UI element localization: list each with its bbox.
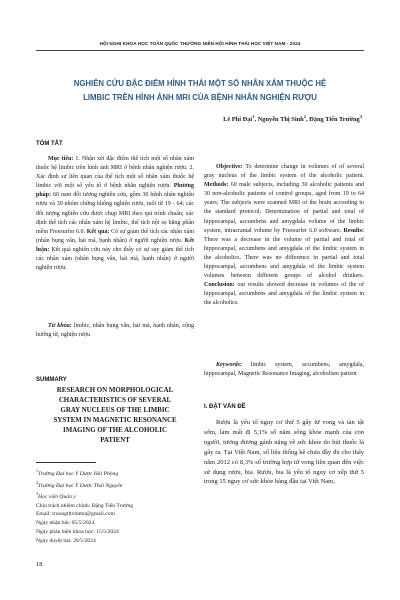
text: Kết quả nghiên cứu này cho thấy có sự suy giảm thể tích các nhân xám (nhân bụng vân, hải mã, hạnh nhân) ở người nghiện rượu. xyxy=(36,246,194,272)
email: Email: truongtltvmmu@gmail.com xyxy=(36,511,115,518)
text: limbic, nhân bụng vân, hải mã, hạnh nhân, cộng hưởng từ, nghiện rượu xyxy=(36,323,194,339)
abstract-en-body xyxy=(204,163,364,309)
affiliation-mark: 2 xyxy=(36,479,38,485)
text: 1. Nhận xét đặc điểm thể tích một số nhân xám thuộc hệ limbic trên hình ảnh MRI ở bệnh nhân nghiện rượu. 2. Xác định sự liên quan của thể tích một số nhân xám thuộc hệ limbic với một số yếu tố ở bệnh nhân nghiện rượu. xyxy=(36,156,195,190)
received-date: Ngày nhận bài: 05/5/2024 xyxy=(36,520,95,527)
corresponding-author: Chịu trách nhiệm chính: Đặng Tiến Trường xyxy=(36,502,134,509)
footnote-rule xyxy=(36,462,96,463)
author-affiliation-mark: 2 xyxy=(303,114,306,119)
affiliation-line xyxy=(36,479,196,491)
summary-heading: SUMMARY xyxy=(36,377,67,383)
label: Results: xyxy=(341,227,364,234)
paper-title xyxy=(40,77,360,105)
text: Có sự giảm thể tích các nhân xám (nhân bụng vân, hải mã, hạnh nhân) ở người nghiện rượu. xyxy=(36,228,194,244)
label: Từ khóa: xyxy=(48,323,72,329)
label: Kết luận: xyxy=(36,237,195,253)
label: Keywords: xyxy=(216,362,242,368)
abstract-vi-heading: TÓM TẮT xyxy=(36,141,63,147)
label: Conclusion: xyxy=(204,282,235,289)
affiliation-line xyxy=(36,467,196,479)
title-line: LIMBIC TRÊN HÌNH ẢNH MRI CỦA BỆNH NHÂN NGHIỆN RƯỢU xyxy=(83,93,317,102)
author-list: Lê Phi Đại$^1$, Nguyễn Thị Sinh$^2$, Đặng Tiến Trường$^3$ xyxy=(223,114,362,124)
author-affiliation-mark: 3 xyxy=(359,114,362,119)
paragraph: Rượu là yếu tố nguy cơ thứ 5 gây tử vong và tàn tật sớm, làm mất đi 5,1% số năm sống khỏe mạnh của con người, tương đương gánh nặng về sức khỏe do hút thuốc lá gây ra. Tại Việt Nam, số liệu thống kê chưa đầy đủ cho thấy năm 2012 có 8,3% số trường hợp tử vong liên quan đến việc sử dụng rượu, bia. Rượu, bia là yếu tố nguy cơ xếp thứ 5 trong 15 nguy cơ sức khỏe hàng đầu tại Việt Nam, xyxy=(204,419,364,486)
abstract-vi xyxy=(36,155,194,273)
english-title-line: GRAY NUCLEUS OF THE LIMBIC xyxy=(60,407,170,414)
text: 60 male subjects, including 30 alcoholic patients and 30 non-alcoholic patients of control groups, aged from 19 to 64 years; The subjects were scanned MRI of the brain according to the standard protocol; Determination of partial and total of hippocampal, accumbens and amygdala volume of the limbic system, intracranial volume by Freesurfer 6.0 software. xyxy=(204,182,364,234)
english-title-line: IMAGING OF THE ALCOHOLIC xyxy=(63,427,167,434)
abstract-en xyxy=(204,163,364,309)
english-title-line: RESEARCH ON MORPHOLOGICAL xyxy=(56,387,174,394)
affiliation-text: Học viện Quân y xyxy=(38,493,76,500)
affiliation-line xyxy=(36,490,196,502)
keywords-vi xyxy=(36,322,194,340)
label: Kết quả: xyxy=(85,228,110,235)
affiliation-text: Trường Đại học Y Dược Hải Phòng xyxy=(38,470,119,477)
abstract-vi-body xyxy=(36,155,194,273)
label: Mục tiêu: xyxy=(48,156,74,162)
text: There was a decrease in the volume of partial and total of hippocampal, accumbens and amygdala of the limbic system in the alcoholics. There was no difference in partial and total hippocampal, accumbens and amygdala of the limbic system volumes between different groups of alcohol drinkers. xyxy=(204,236,364,280)
running-header: HỘI NGHỊ KHOA HỌC TOÀN QUỐC THƯỜNG NIÊN HỘI HÌNH THÁI HỌC VIỆT NAM - 2024 xyxy=(99,41,301,46)
author-affiliation-mark: 1 xyxy=(252,114,255,119)
title-line: NGHIÊN CỨU ĐẶC ĐIỂM HÌNH THÁI MỘT SỐ NHÂN XÁM THUỘC HỆ xyxy=(73,79,327,88)
keywords-en xyxy=(204,361,364,379)
label: Objective: xyxy=(216,164,243,170)
english-title-line: CHARACTERISTICS OF SEVERAL xyxy=(58,397,172,404)
page-number: 18 xyxy=(36,561,43,568)
text: 60 nam đối tượng nghiên cứu, gồm 30 bệnh nhân nghiện rượu và 30 nhóm chứng không nghiện rượu, tuổi từ 19 - 64; các đối tượng nghiên cứu được chụp MRI theo qui trình chuẩn; xác định thể tích các nhân xám hệ limbic, thể tích nội sọ bằng phần mềm Freesurfer 6.0. xyxy=(36,192,194,235)
text: limbic system, accumbens, amygdala, hippocampal, Magnetic Resonance Imaging, alcoholism patient xyxy=(204,362,364,378)
header-rule xyxy=(36,50,364,51)
text: our results showed decrease in volumes of the of hippocampal, accumbens and amygdala of the limbic system in the alcoholics. xyxy=(204,282,364,307)
approved-date: Ngày duyệt bài: 26/5/2024 xyxy=(36,537,96,544)
text: To determine change in volumes of of several gray nucleus of the limbic system of the alcoholic patient. xyxy=(204,164,364,180)
english-title-line: SYSTEM IN MAGNETIC RESONANCE xyxy=(53,417,177,424)
label: Methods: xyxy=(204,182,229,189)
affiliation-mark: 1 xyxy=(36,468,38,473)
introduction-heading: I. ĐẶT VẤN ĐỀ xyxy=(204,404,246,410)
affiliation-text: Trường Đại học Y Dược Thái Nguyên xyxy=(38,482,123,489)
affiliation-mark: 3 xyxy=(36,491,38,497)
label: Phương pháp: xyxy=(36,183,195,199)
english-title-line: PATIENT xyxy=(100,437,130,444)
reviewed-date: Ngày phản biện khoa học: 15/5/2024 xyxy=(36,528,119,535)
affiliations xyxy=(36,467,196,545)
author-name: Nguyễn Thị Sinh xyxy=(257,116,304,124)
author-name: Lê Phi Đại xyxy=(223,116,253,124)
introduction-body xyxy=(204,418,364,487)
author-name: Đặng Tiến Trường xyxy=(309,116,360,124)
english-title xyxy=(36,386,194,446)
